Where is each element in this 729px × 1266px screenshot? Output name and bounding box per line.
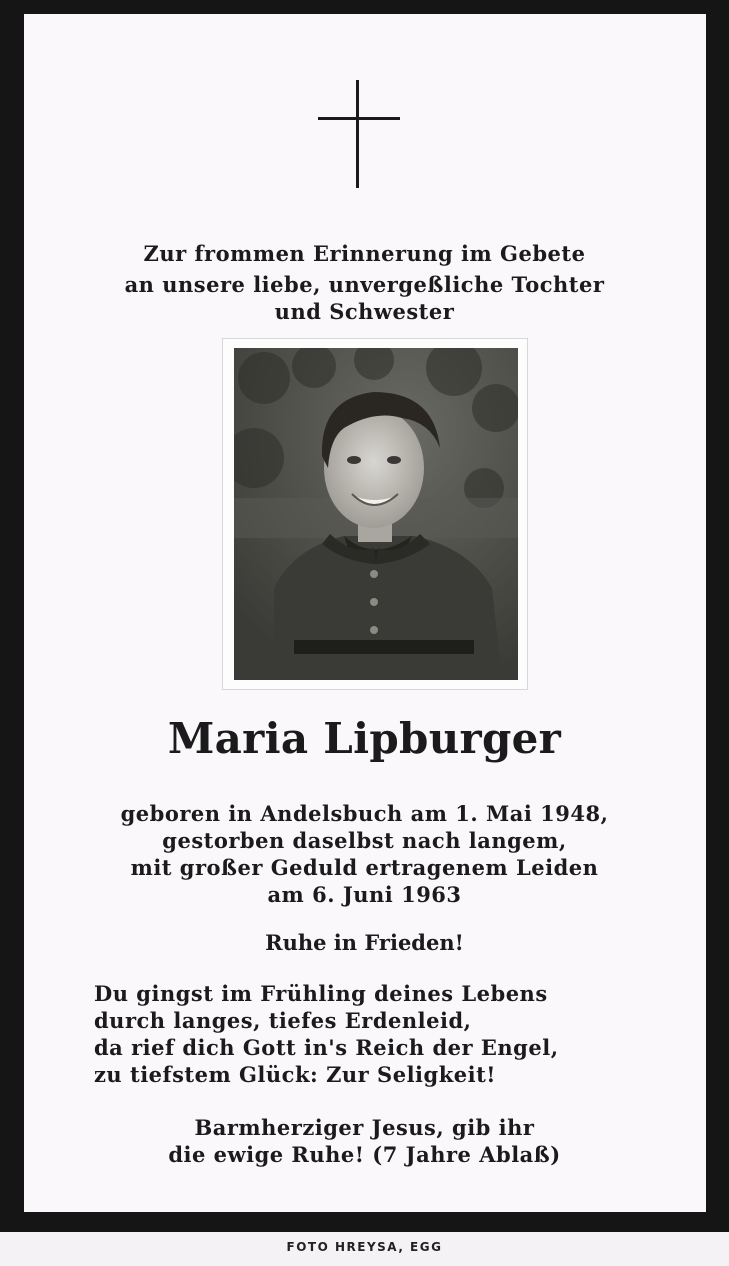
prayer (0, 1114, 729, 1168)
rest-in-peace: Ruhe in Frieden! (265, 930, 464, 955)
intro-line: an unsere liebe, unvergeßliche Tochter (124, 272, 605, 297)
intro-text (0, 238, 729, 324)
life-details (0, 800, 729, 908)
deceased-name: Maria Lipburger (167, 714, 562, 763)
girl-portrait-icon (234, 348, 518, 680)
poem-line: zu tiefstem Glück: Zur Seligkeit! (94, 1062, 497, 1087)
cross-icon (318, 80, 400, 188)
photographer-credit: FOTO HREYSA, EGG (286, 1240, 443, 1254)
life-line: am 6. Juni 1963 (267, 882, 462, 907)
portrait-photo-frame (222, 338, 528, 690)
life-line: mit großer Geduld ertragenem Leiden (130, 855, 599, 880)
prayer-line: Barmherziger Jesus, gib ihr (194, 1115, 535, 1140)
prayer-line: die ewige Ruhe! (7 Jahre Ablaß) (168, 1142, 561, 1167)
poem-line: Du gingst im Frühling deines Lebens (94, 981, 548, 1006)
poem-line: durch langes, tiefes Erdenleid, (94, 1008, 472, 1033)
portrait-photo (234, 348, 518, 680)
poem (94, 980, 559, 1088)
life-line: geboren in Andelsbuch am 1. Mai 1948, (120, 801, 609, 826)
intro-line: Zur frommen Erinnerung im Gebete (143, 241, 586, 266)
poem-line: da rief dich Gott in's Reich der Engel, (94, 1035, 559, 1060)
life-line: gestorben daselbst nach langem, (162, 828, 567, 853)
intro-line: und Schwester (274, 299, 455, 324)
